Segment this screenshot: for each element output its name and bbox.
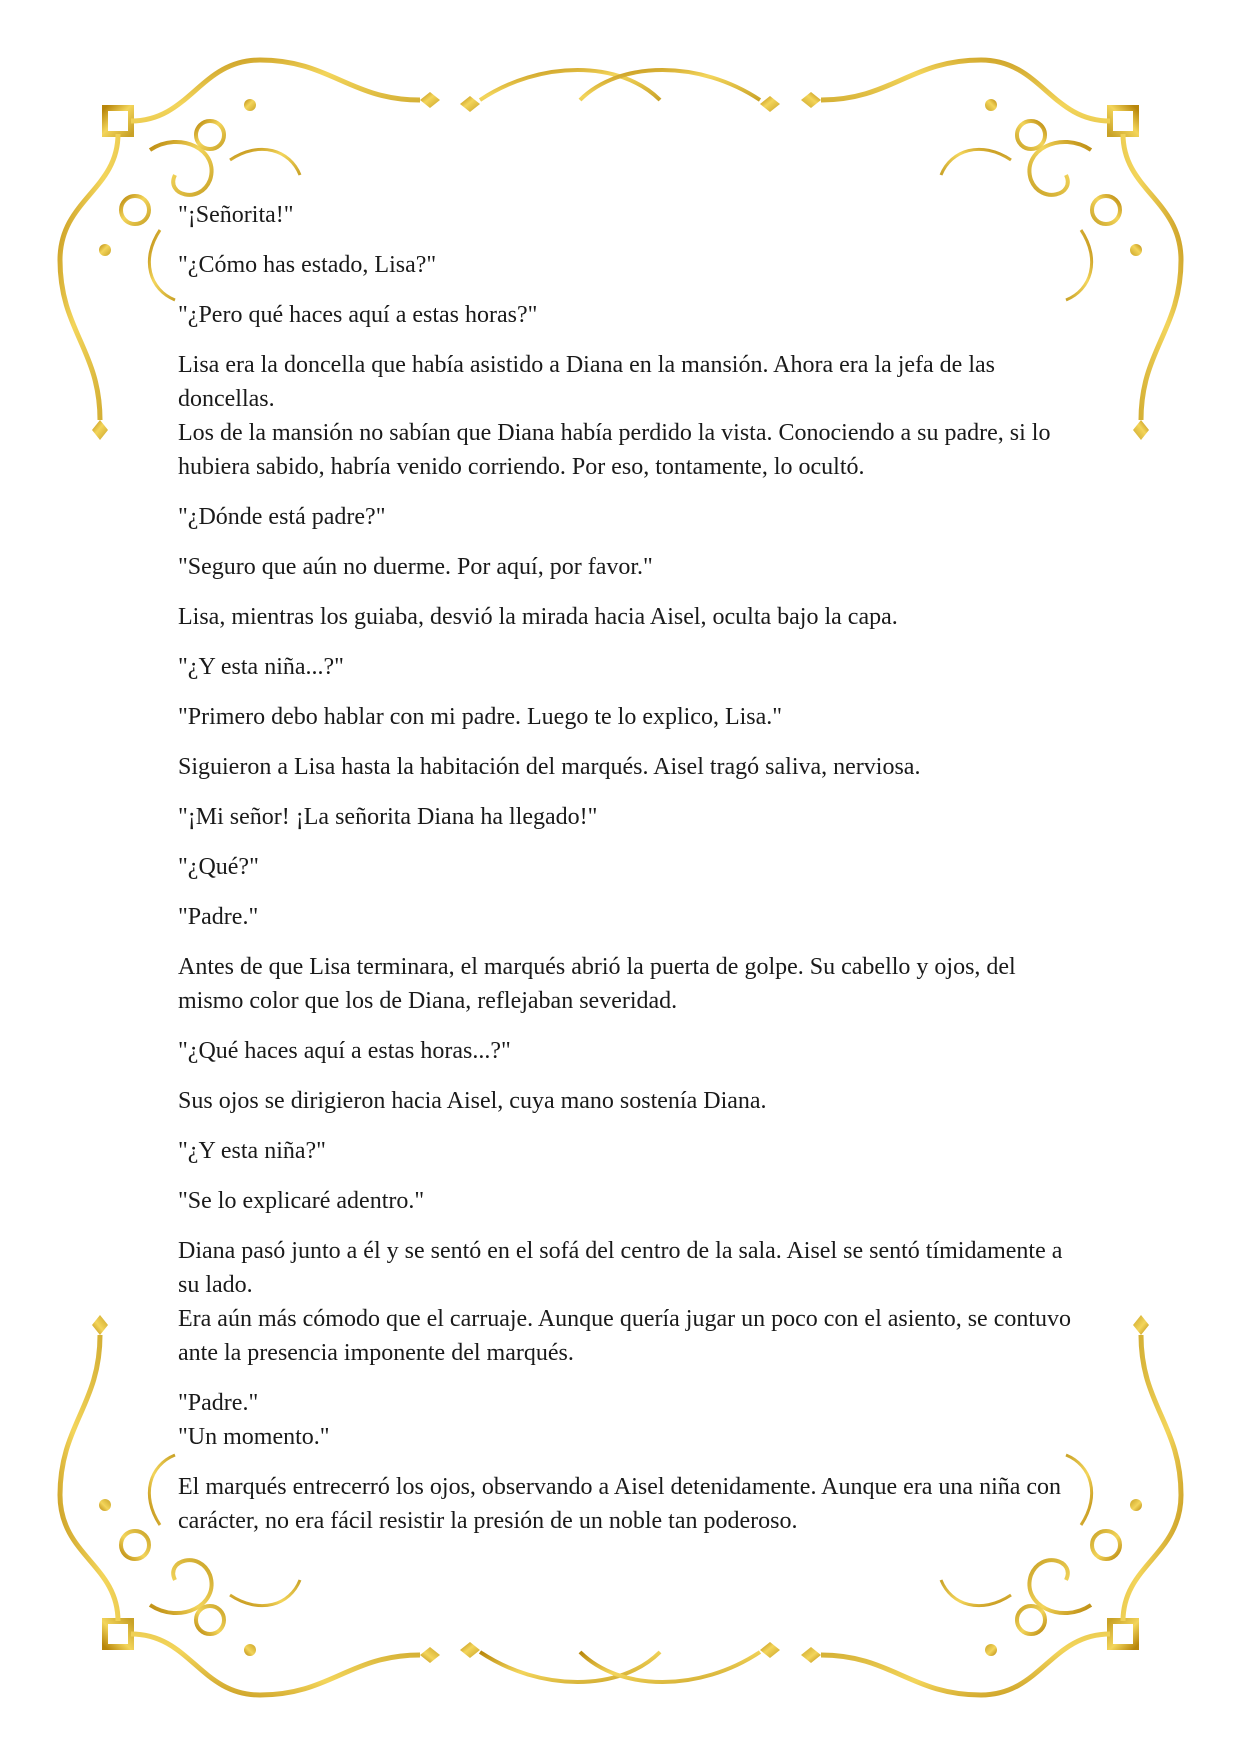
paragraph: Siguieron a Lisa hasta la habitación del marqués. Aisel tragó saliva, nerviosa. [178, 754, 921, 780]
paragraph: "¿Qué?" [178, 854, 259, 880]
paragraph: Diana pasó junto a él y se sentó en el sofá del centro de la sala. Aisel se sentó tímidamente a su lado. [178, 1238, 1063, 1298]
paragraph: "Primero debo hablar con mi padre. Luego te lo explico, Lisa." [178, 704, 783, 730]
paragraph: "¿Pero qué haces aquí a estas horas?" [178, 302, 538, 328]
paragraph: "¡Mi señor! ¡La señorita Diana ha llegado!" [178, 804, 598, 830]
paragraph: "¿Dónde está padre?" [178, 504, 386, 530]
frame-top-center [460, 70, 780, 112]
paragraph: "¡Señorita!" [178, 202, 294, 228]
paragraph: Los de la mansión no sabían que Diana había perdido la vista. Conociendo a su padre, si lo hubiera sabido, habría venido corriendo. Por eso, tontamente, lo ocultó. [178, 420, 1051, 480]
paragraph: "¿Qué haces aquí a estas horas...?" [178, 1038, 511, 1064]
paragraph: "¿Cómo has estado, Lisa?" [178, 252, 437, 278]
paragraph: Era aún más cómodo que el carruaje. Aunque quería jugar un poco con el asiento, se contuvo ante la presencia imponente del marqués. [178, 1306, 1072, 1366]
paragraph: Lisa, mientras los guiaba, desvió la mirada hacia Aisel, oculta bajo la capa. [178, 604, 898, 630]
story-text [178, 198, 1078, 1554]
paragraph: "¿Y esta niña?" [178, 1138, 326, 1164]
paragraph: El marqués entrecerró los ojos, observando a Aisel detenidamente. Aunque era una niña con carácter, no era fácil resistir la presión de un noble tan poderoso. [178, 1474, 1062, 1534]
paragraph: "Un momento." [178, 1424, 330, 1450]
paragraph: "Padre." [178, 904, 259, 930]
frame-bottom-center [460, 1642, 780, 1682]
paragraph: Antes de que Lisa terminara, el marqués abrió la puerta de golpe. Su cabello y ojos, del mismo color que los de Diana, reflejaban severidad. [178, 954, 1016, 1014]
paragraph: Sus ojos se dirigieron hacia Aisel, cuya mano sostenía Diana. [178, 1088, 767, 1114]
paragraph: "¿Y esta niña...?" [178, 654, 344, 680]
paragraph: "Padre." [178, 1390, 259, 1416]
paragraph: "Se lo explicaré adentro." [178, 1188, 425, 1214]
paragraph: Lisa era la doncella que había asistido a Diana en la mansión. Ahora era la jefa de las doncellas. [178, 352, 995, 412]
paragraph: "Seguro que aún no duerme. Por aquí, por favor." [178, 554, 653, 580]
